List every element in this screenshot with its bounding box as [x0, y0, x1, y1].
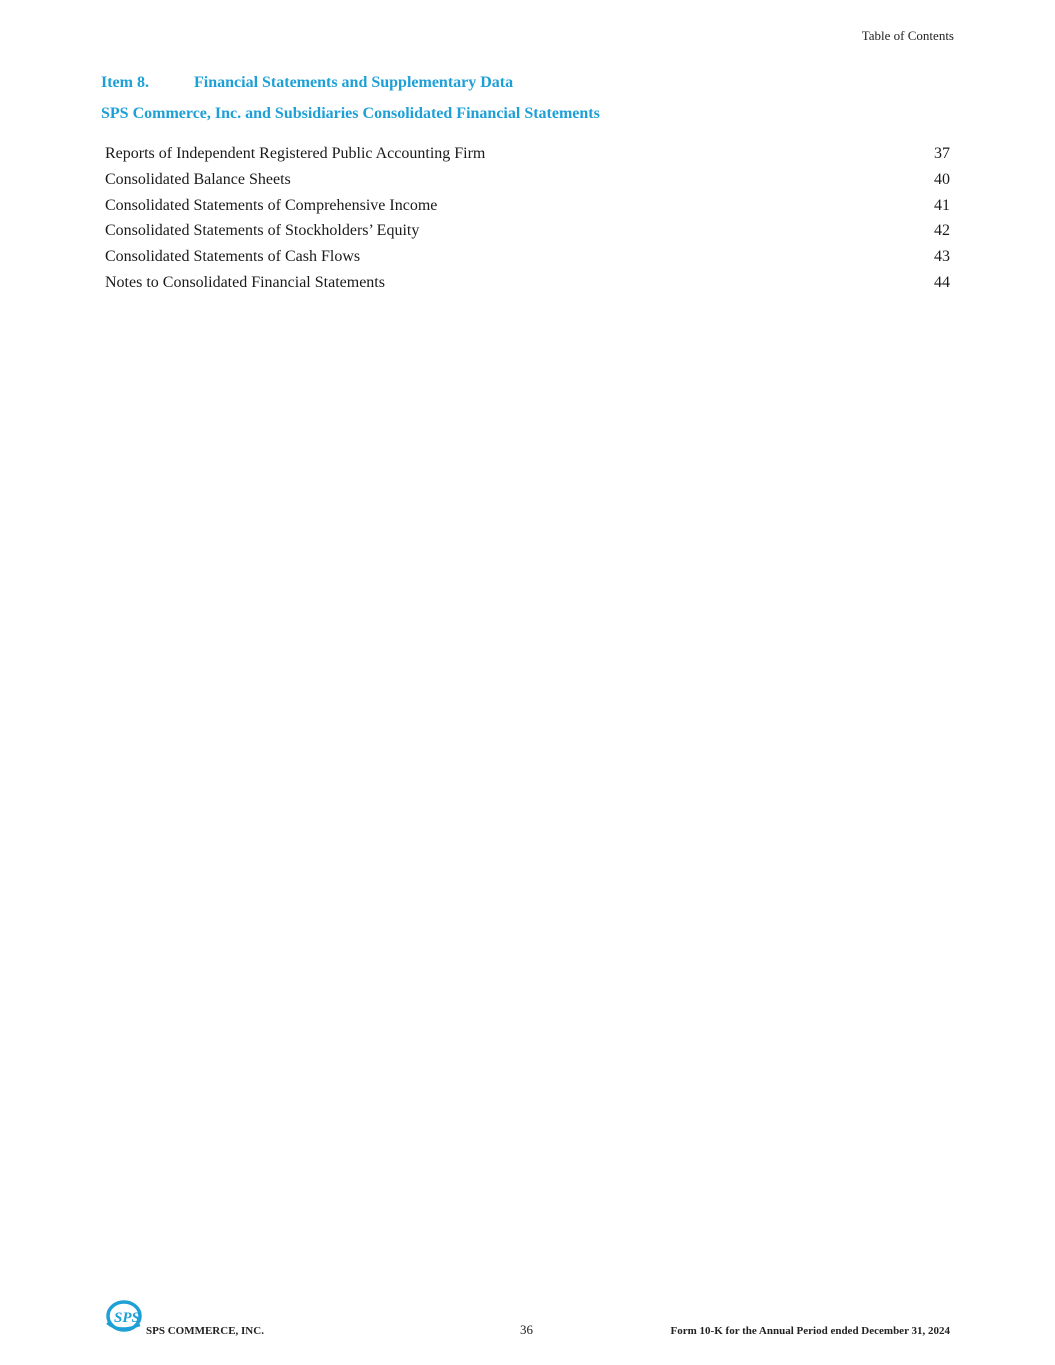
toc-table — [105, 141, 950, 296]
item-number: Item 8. — [101, 74, 149, 91]
toc-row[interactable] — [105, 218, 950, 244]
item-heading — [101, 74, 513, 92]
toc-entry-title[interactable]: Consolidated Statements of Comprehensive Income — [105, 196, 438, 214]
footer-form-description: Form 10-K for the Annual Period ended December 31, 2024 — [670, 1325, 950, 1337]
section-title: SPS Commerce, Inc. and Subsidiaries Consolidated Financial Statements — [101, 105, 600, 122]
toc-row[interactable] — [105, 141, 950, 167]
toc-entry-title[interactable]: Consolidated Statements of Cash Flows — [105, 248, 361, 266]
table-of-contents-link[interactable]: Table of Contents — [861, 28, 954, 43]
item-title: Financial Statements and Supplementary Data — [194, 74, 514, 91]
toc-entry-page: 42 — [934, 222, 950, 240]
footer-page-number: 36 — [520, 1322, 533, 1337]
toc-entry-page: 37 — [934, 145, 950, 162]
footer-company-name: SPS COMMERCE, INC. — [146, 1325, 264, 1337]
toc-entry-title[interactable]: Reports of Independent Registered Public Accounting Firm — [105, 145, 486, 162]
logo-text: SPS — [114, 1310, 140, 1326]
sps-logo-icon — [104, 1299, 144, 1335]
toc-row[interactable] — [105, 244, 950, 270]
toc-entry-title[interactable]: Consolidated Balance Sheets — [105, 170, 291, 188]
toc-row[interactable] — [105, 270, 950, 296]
toc-entry-title[interactable]: Notes to Consolidated Financial Statements — [105, 273, 385, 291]
toc-entry-title[interactable]: Consolidated Statements of Stockholders’ Equity — [105, 222, 420, 240]
toc-entry-page: 41 — [934, 196, 950, 214]
toc-entry-page: 40 — [934, 170, 950, 188]
toc-entry-page: 44 — [934, 273, 950, 291]
toc-row[interactable] — [105, 167, 950, 193]
toc-entry-page: 43 — [934, 248, 950, 266]
toc-row[interactable] — [105, 193, 950, 219]
